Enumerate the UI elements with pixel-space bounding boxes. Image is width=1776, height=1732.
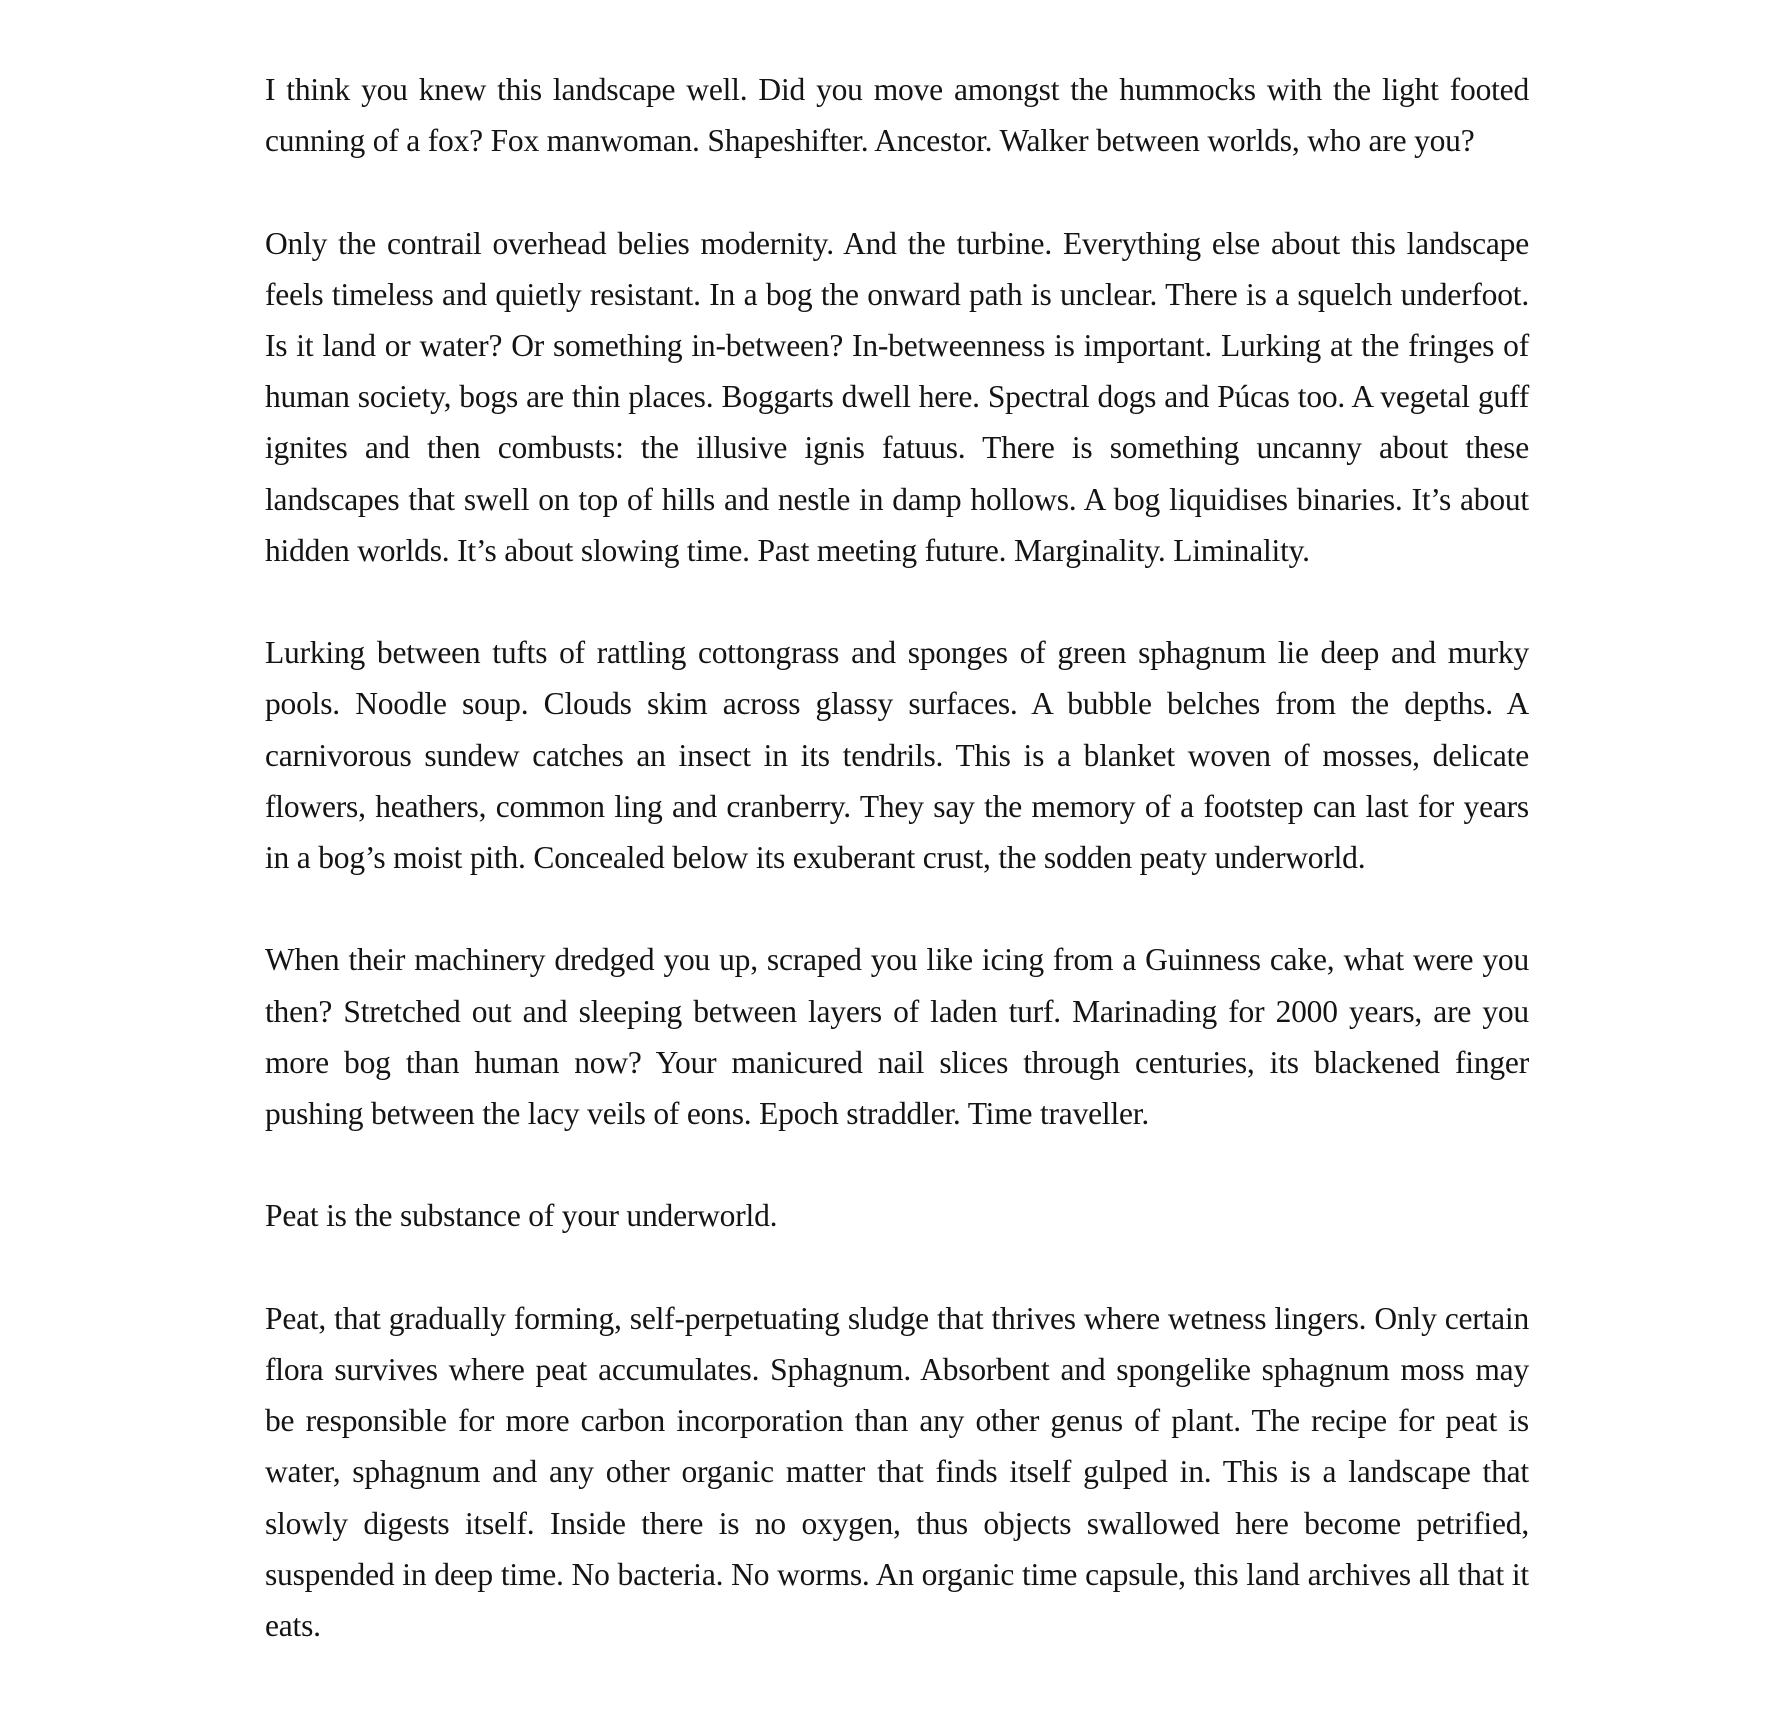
paragraph-4: When their machinery dredged you up, scraped you like icing from a Guinness cake, what were you then? Stretched out and sleeping between layers of laden turf. Marinading for 2000 years, are you more bog than human now? Your manicured nail slices through centuries, its blackened finger pushing between the lacy veils of eons. Epoch straddler. Time traveller.	[265, 942, 1529, 1132]
text-column	[265, 64, 1529, 1651]
paragraph-2: Only the contrail overhead belies modernity. And the turbine. Everything else about this landscape feels timeless and quietly resistant. In a bog the onward path is unclear. There is a squelch underfoot. Is it land or water? Or something in-between? In-betweenness is important. Lurking at the fringes of human society, bogs are thin places. Boggarts dwell here. Spectral dogs and Púcas too. A vegetal guff ignites and then combusts: the illusive ignis fatuus. There is something uncanny about these landscapes that swell on top of hills and nestle in damp hollows. A bog liquidises binaries. It’s about hidden worlds. It’s about slowing time. Past meeting future. Marginality. Liminality.	[265, 225, 1529, 568]
paragraph-5: Peat is the substance of your underworld.	[265, 1198, 778, 1234]
paragraph-3: Lurking between tufts of rattling cottongrass and sponges of green sphagnum lie deep and murky pools. Noodle soup. Clouds skim across glassy surfaces. A bubble belches from the depths. A carnivorous sundew catches an insect in its tendrils. This is a blanket woven of mosses, delicate flowers, heathers, common ling and cranberry. They say the memory of a footstep can last for years in a bog’s moist pith. Concealed below its exuberant crust, the sodden peaty underworld.	[265, 635, 1529, 876]
paragraph-6: Peat, that gradually forming, self-perpetuating sludge that thrives where wetness lingers. Only certain flora survives where peat accumulates. Sphagnum. Absorbent and spongelike sphagnum moss may be responsible for more carbon incorporation than any other genus of plant. The recipe for peat is water, sphagnum and any other organic matter that finds itself gulped in. This is a landscape that slowly digests itself. Inside there is no oxygen, thus objects swallowed here become petrified, suspended in deep time. No bacteria. No worms. An organic time capsule, this land archives all that it eats.	[265, 1300, 1529, 1644]
paragraph-1: I think you knew this landscape well. Did you move amongst the hummocks with the light footed cunning of a fox? Fox manwoman. Shapeshifter. Ancestor. Walker between worlds, who are you?	[265, 72, 1529, 159]
